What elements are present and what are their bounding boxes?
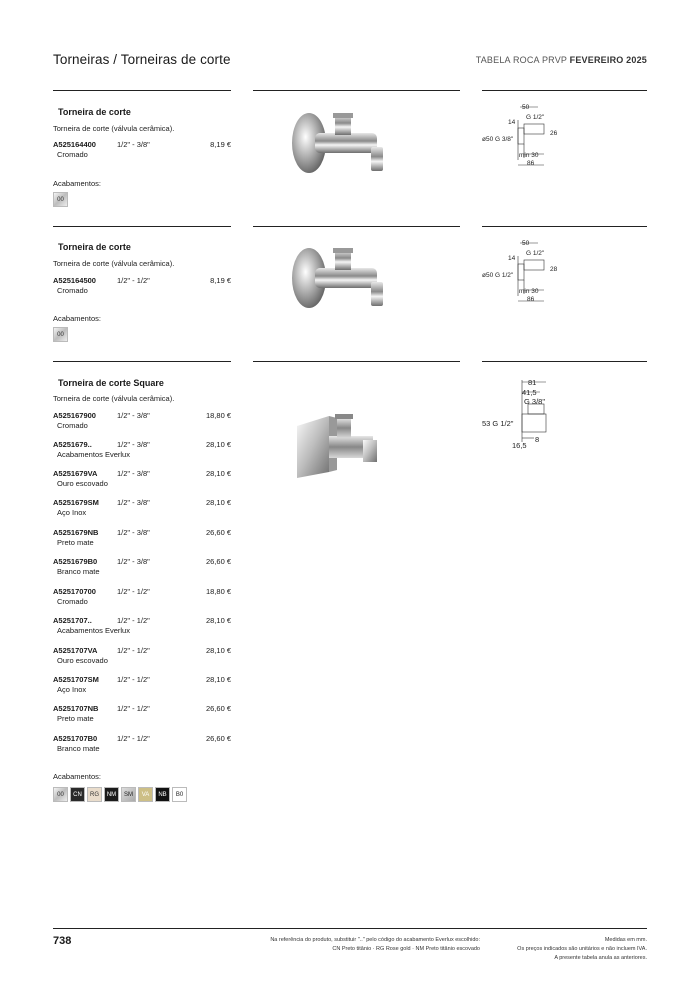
catalog-label xyxy=(476,55,647,65)
finish-swatch: 00 xyxy=(53,192,68,207)
dimension-label: 50 xyxy=(522,104,530,111)
product-size: 1/2" - 3/8" xyxy=(117,528,150,537)
product-code: A5251679SM xyxy=(53,498,99,507)
product-price: 28,10 € xyxy=(205,469,231,478)
product-row xyxy=(53,498,231,520)
product-code: A5251707NB xyxy=(53,704,99,713)
section-divider xyxy=(53,90,231,91)
product-row xyxy=(53,528,231,550)
page-title: Torneiras / Torneiras de corte xyxy=(53,52,231,67)
product-size: 1/2" - 1/2" xyxy=(117,616,150,625)
finish-swatch: B0 xyxy=(172,787,187,802)
finish-swatch: CN xyxy=(70,787,85,802)
product-code: A5251707SM xyxy=(53,675,99,684)
product-price: 8,19 € xyxy=(210,276,231,285)
product-finish: Preto mate xyxy=(57,538,94,547)
footer-note-legal xyxy=(517,936,647,963)
page-number: 738 xyxy=(53,935,72,947)
technical-drawing xyxy=(482,102,562,170)
section-description: Torneira de corte (válvula cerâmica). xyxy=(53,394,175,403)
finish-swatches xyxy=(53,327,68,342)
product-price: 28,10 € xyxy=(205,675,231,684)
product-finish: Aço Inox xyxy=(57,685,87,694)
dimension-label: 28 xyxy=(550,266,558,273)
dimension-label: 14 xyxy=(508,119,516,126)
product-finish: Cromado xyxy=(57,286,88,295)
finishes-label: Acabamentos: xyxy=(53,179,101,188)
product-row xyxy=(53,587,231,609)
product-price: 8,19 € xyxy=(210,140,231,149)
product-code: A525167900 xyxy=(53,411,96,420)
section-divider xyxy=(482,226,647,227)
section-title: Torneira de corte xyxy=(58,107,131,117)
product-finish: Branco mate xyxy=(57,744,100,753)
product-size: 1/2" - 1/2" xyxy=(117,734,150,743)
dimension-label: G 1/2" xyxy=(526,250,545,257)
product-size: 1/2" - 3/8" xyxy=(117,140,150,149)
product-row xyxy=(53,440,231,462)
product-size: 1/2" - 1/2" xyxy=(117,276,150,285)
dimension-label: G 1/2" xyxy=(526,114,545,121)
product-price: 28,10 € xyxy=(205,646,231,655)
product-price: 18,80 € xyxy=(205,587,231,596)
finish-swatch: SM xyxy=(121,787,136,802)
dimension-label: 81 xyxy=(528,378,537,387)
finish-swatch: NB xyxy=(155,787,170,802)
footer-line: CN Preto titânio · RG Rose gold · NM Preto titânio escovado xyxy=(332,946,480,952)
dimension-label: 8 xyxy=(535,435,540,444)
technical-drawing xyxy=(482,238,562,306)
product-row xyxy=(53,411,231,433)
section-title: Torneira de corte Square xyxy=(58,378,164,388)
product-row xyxy=(53,616,231,638)
product-price: 28,10 € xyxy=(205,498,231,507)
product-row xyxy=(53,734,231,756)
product-finish: Aço Inox xyxy=(57,508,87,517)
catalog-label-prefix: TABELA ROCA PRVP xyxy=(475,55,567,65)
footer-divider xyxy=(53,928,647,929)
product-code: A525170700 xyxy=(53,587,96,596)
section-title: Torneira de corte xyxy=(58,242,131,252)
section-divider xyxy=(253,361,460,362)
product-finish: Acabamentos Everlux xyxy=(57,626,130,635)
finishes-label: Acabamentos: xyxy=(53,314,101,323)
product-finish: Cromado xyxy=(57,421,88,430)
section-divider xyxy=(253,90,460,91)
product-row xyxy=(53,704,231,726)
product-photo-angle-valve xyxy=(283,103,393,183)
footer-note-everlux xyxy=(270,936,480,954)
product-price: 26,60 € xyxy=(205,704,231,713)
dimension-label: 86 xyxy=(527,296,535,303)
dimension-label: 14 xyxy=(508,255,516,262)
product-size: 1/2" - 1/2" xyxy=(117,704,150,713)
product-price: 26,60 € xyxy=(205,734,231,743)
product-size: 1/2" - 3/8" xyxy=(117,440,150,449)
dimension-label: 50 xyxy=(522,240,530,247)
product-finish: Branco mate xyxy=(57,567,100,576)
finish-swatch: RG xyxy=(87,787,102,802)
finish-swatch: 00 xyxy=(53,327,68,342)
finish-swatches xyxy=(53,787,187,802)
section-description: Torneira de corte (válvula cerâmica). xyxy=(53,124,175,133)
product-code: A5251679B0 xyxy=(53,557,98,566)
dimension-label: 53 G 1/2" xyxy=(482,419,514,428)
product-row xyxy=(53,557,231,579)
section-divider xyxy=(482,90,647,91)
product-finish: Cromado xyxy=(57,150,88,159)
footer-line: Na referência do produto, substituir ".." pelo código do acabamento Everlux escolhido: xyxy=(270,937,480,943)
product-price: 26,60 € xyxy=(205,528,231,537)
finish-swatch: 00 xyxy=(53,787,68,802)
product-size: 1/2" - 3/8" xyxy=(117,411,150,420)
section-divider xyxy=(53,226,231,227)
product-code: A525164500 xyxy=(53,276,96,285)
product-code: A5251707VA xyxy=(53,646,98,655)
product-finish: Ouro escovado xyxy=(57,656,108,665)
product-price: 26,60 € xyxy=(205,557,231,566)
product-finish: Acabamentos Everlux xyxy=(57,450,130,459)
section-description: Torneira de corte (válvula cerâmica). xyxy=(53,259,175,268)
product-row xyxy=(53,276,231,298)
product-photo-square-valve xyxy=(293,406,383,482)
product-price: 28,10 € xyxy=(205,440,231,449)
footer-line: A presente tabela anula as anteriores. xyxy=(554,955,647,961)
dimension-label: G 3/8" xyxy=(524,397,546,406)
product-size: 1/2" - 1/2" xyxy=(117,675,150,684)
footer-line: Os preços indicados são unitários e não incluem IVA. xyxy=(517,946,647,952)
product-row xyxy=(53,646,231,668)
product-size: 1/2" - 3/8" xyxy=(117,557,150,566)
product-code: A525164400 xyxy=(53,140,96,149)
product-finish: Cromado xyxy=(57,597,88,606)
product-code: A5251679.. xyxy=(53,440,92,449)
product-photo-angle-valve xyxy=(283,240,393,318)
product-size: 1/2" - 1/2" xyxy=(117,587,150,596)
dimension-label: min 30 xyxy=(519,288,539,295)
product-code: A5251679NB xyxy=(53,528,99,537)
product-code: A5251707B0 xyxy=(53,734,98,743)
dimension-label: ø50 G 1/2" xyxy=(482,272,514,279)
section-divider xyxy=(253,226,460,227)
dimension-label: 41,5 xyxy=(522,388,537,397)
dimension-label: ø50 G 3/8" xyxy=(482,136,514,143)
dimension-label: 16,5 xyxy=(512,441,527,450)
product-finish: Ouro escovado xyxy=(57,479,108,488)
product-size: 1/2" - 1/2" xyxy=(117,646,150,655)
footer-line: Medidas em mm. xyxy=(604,937,647,943)
section-divider xyxy=(53,361,231,362)
section-divider xyxy=(482,361,647,362)
technical-drawing xyxy=(482,376,562,454)
product-code: A5251679VA xyxy=(53,469,98,478)
finish-swatches xyxy=(53,192,68,207)
finish-swatch: VA xyxy=(138,787,153,802)
dimension-label: min 30 xyxy=(519,152,539,159)
product-code: A5251707.. xyxy=(53,616,92,625)
product-finish: Preto mate xyxy=(57,714,94,723)
finishes-label: Acabamentos: xyxy=(53,772,101,781)
dimension-label: 26 xyxy=(550,130,558,137)
product-row xyxy=(53,140,231,162)
product-size: 1/2" - 3/8" xyxy=(117,469,150,478)
product-price: 18,80 € xyxy=(205,411,231,420)
product-row xyxy=(53,675,231,697)
product-row xyxy=(53,469,231,491)
dimension-label: 86 xyxy=(527,160,535,167)
catalog-label-date: FEVEREIRO 2025 xyxy=(569,55,647,65)
finish-swatch: NM xyxy=(104,787,119,802)
product-price: 28,10 € xyxy=(205,616,231,625)
product-size: 1/2" - 3/8" xyxy=(117,498,150,507)
